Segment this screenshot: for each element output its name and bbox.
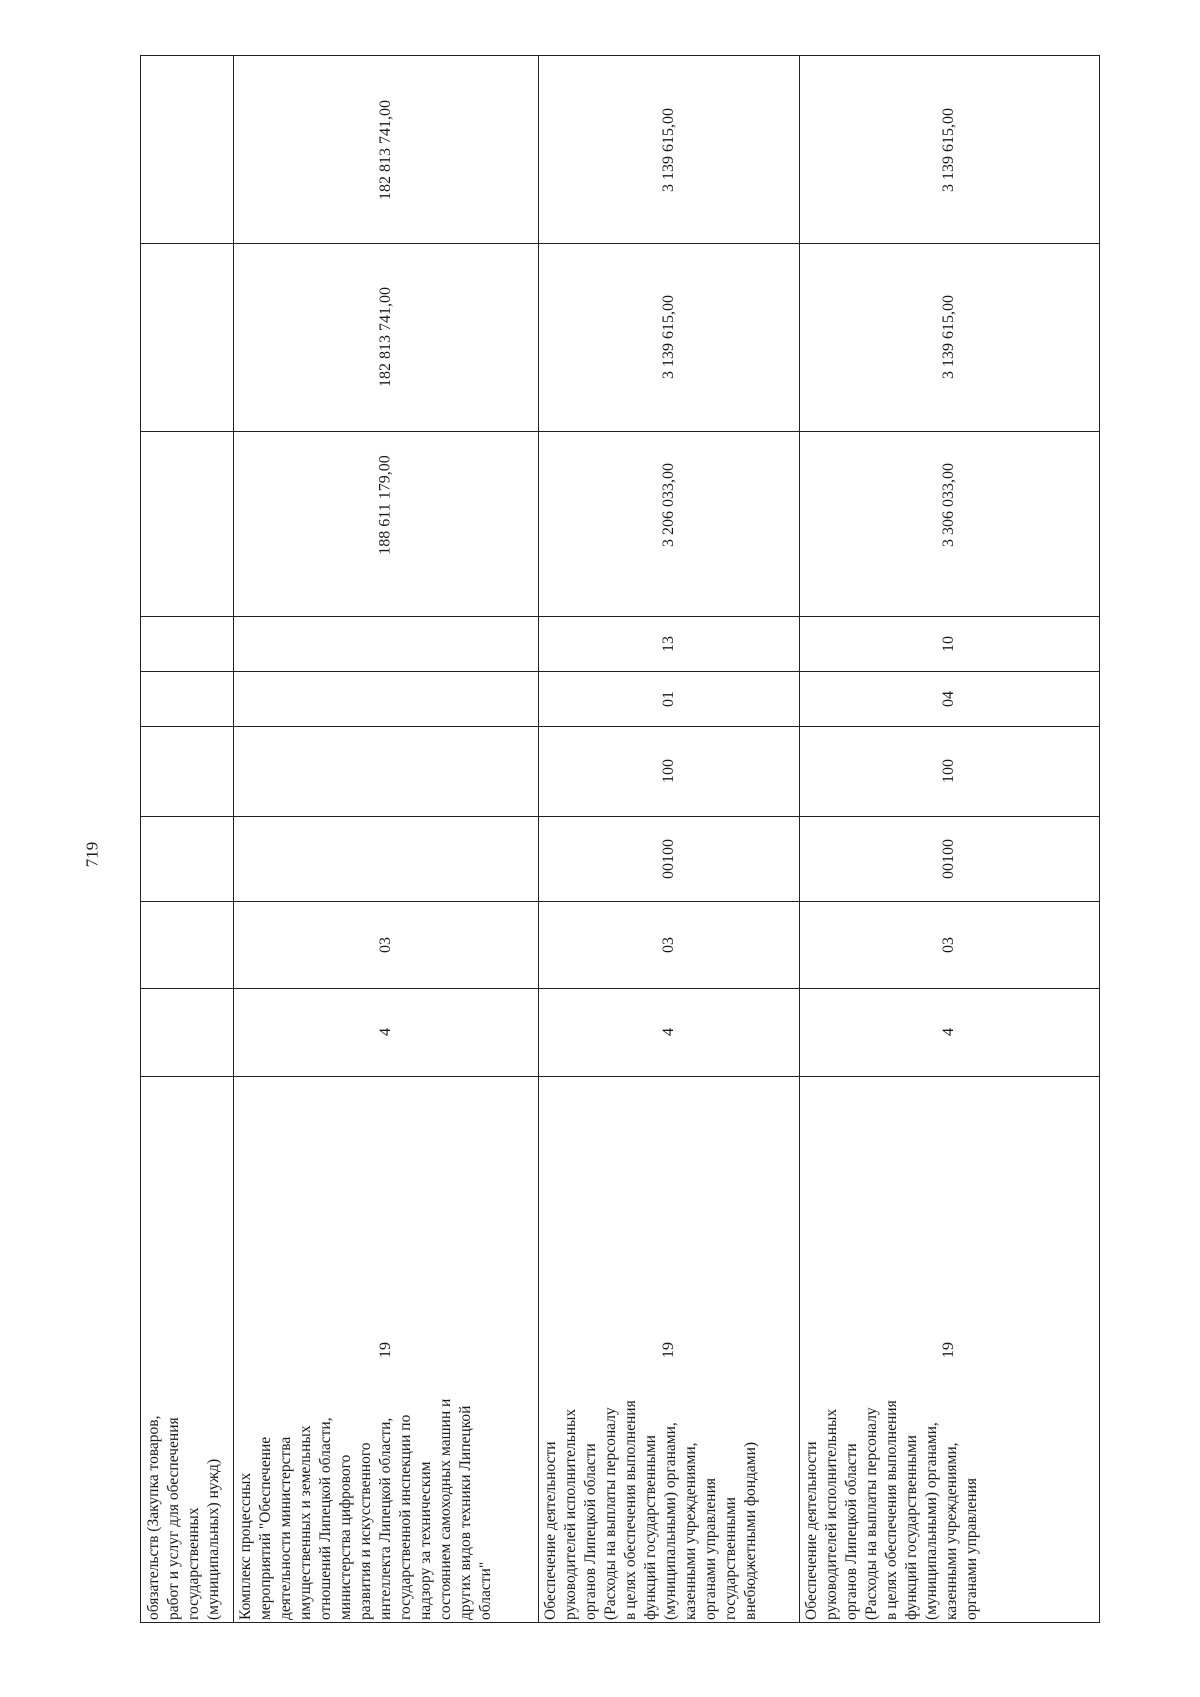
cell-c6: 04 xyxy=(940,690,957,707)
cell-c3: 03 xyxy=(940,936,957,953)
cell-v1: 188 611 179,00 xyxy=(376,455,394,555)
row-name-line: имущественных и земельных xyxy=(297,1425,314,1620)
cell-c1: 19 xyxy=(659,1342,677,1358)
cell-c7: 10 xyxy=(940,635,957,652)
row-name-cell xyxy=(236,1080,496,1620)
cell-v3: 3 139 615,00 xyxy=(659,107,677,192)
cell-c4: 00100 xyxy=(940,838,957,879)
cell-c5: 100 xyxy=(940,759,957,783)
cell-c2: 4 xyxy=(940,1028,957,1036)
column-divider xyxy=(141,431,1099,432)
row-name-line: государственными xyxy=(722,1497,739,1620)
column-divider xyxy=(141,816,1099,817)
row-name-line: в целях обеспечения выполнения xyxy=(883,1400,900,1620)
row-name-line: внебюджетными фондами) xyxy=(742,1441,759,1620)
column-divider xyxy=(141,243,1099,244)
row-name-line: (муниципальными) органами, xyxy=(662,1422,679,1620)
row-name-line: (Расходы на выплаты персоналу xyxy=(602,1407,619,1620)
row-name-line: обязательств (Закупка товаров, xyxy=(145,1415,162,1620)
row-name-line: состоянием самоходных машин и xyxy=(437,1398,454,1620)
row-name-cell xyxy=(541,1080,761,1620)
column-divider xyxy=(141,1076,1099,1077)
row-name-cell xyxy=(144,1080,224,1620)
cell-c1: 19 xyxy=(376,1342,394,1358)
row-name-line: (муниципальными) органами, xyxy=(923,1422,940,1620)
row-name-line: функций государственными xyxy=(903,1435,920,1620)
row-name-line: области" xyxy=(477,1561,494,1620)
cell-c6: 01 xyxy=(659,690,677,707)
row-name-line: государственных xyxy=(185,1507,202,1620)
cell-v2: 3 139 615,00 xyxy=(659,295,677,379)
row-divider xyxy=(233,56,234,1622)
row-name-line: в целях обеспечения выполнения xyxy=(622,1400,639,1620)
column-divider xyxy=(141,901,1099,902)
row-name-line: министерства цифрового xyxy=(337,1454,354,1620)
page-number: 719 xyxy=(82,841,102,868)
cell-v1: 3 306 033,00 xyxy=(940,463,957,547)
row-name-line: руководителей исполнительных xyxy=(823,1408,840,1620)
row-name-line: Комплекс процессных xyxy=(237,1472,254,1620)
cell-v2: 3 139 615,00 xyxy=(940,295,957,379)
row-name-line: работ и услуг для обеспечения xyxy=(165,1417,182,1620)
row-name-line: интеллекта Липецкой области, xyxy=(377,1417,394,1620)
row-name-line: Обеспечение деятельности xyxy=(542,1441,559,1620)
cell-c3: 03 xyxy=(659,936,677,953)
row-name-line: государственной инспекции по xyxy=(397,1414,414,1620)
row-name-line: отношений Липецкой области, xyxy=(317,1417,334,1620)
row-name-line: органов Липецкой области xyxy=(843,1443,860,1620)
cell-c3: 03 xyxy=(376,936,394,953)
cell-c5: 100 xyxy=(659,759,677,783)
cell-c1: 19 xyxy=(940,1342,957,1358)
row-name-line: деятельности министерства xyxy=(277,1436,294,1620)
row-name-line: Обеспечение деятельности xyxy=(803,1441,820,1620)
row-divider xyxy=(799,56,800,1622)
column-divider xyxy=(141,671,1099,672)
column-divider xyxy=(141,988,1099,989)
row-name-line: мероприятий "Обеспечение xyxy=(257,1436,274,1620)
cell-v2: 182 813 741,00 xyxy=(376,287,394,387)
cell-v3: 182 813 741,00 xyxy=(376,99,394,200)
budget-table xyxy=(140,55,1100,1623)
row-name-line: органами управления xyxy=(963,1477,980,1620)
column-divider xyxy=(141,726,1099,727)
column-divider xyxy=(141,616,1099,617)
row-divider xyxy=(538,56,539,1622)
row-name-line: казенными учреждениями, xyxy=(682,1442,699,1620)
cell-v1: 3 206 033,00 xyxy=(659,463,677,547)
row-name-line: других видов техники Липецкой xyxy=(457,1405,474,1620)
row-name-line: функций государственными xyxy=(642,1435,659,1620)
row-name-line: развития и искусственного xyxy=(357,1442,374,1620)
cell-c2: 4 xyxy=(659,1028,677,1036)
cell-c2: 4 xyxy=(376,1028,394,1036)
cell-c4: 00100 xyxy=(659,838,677,879)
row-name-line: руководителей исполнительных xyxy=(562,1408,579,1620)
row-name-line: (Расходы на выплаты персоналу xyxy=(863,1407,880,1620)
cell-c7: 13 xyxy=(659,635,677,652)
row-name-line: органов Липецкой области xyxy=(582,1443,599,1620)
row-name-line: казенными учреждениями, xyxy=(943,1442,960,1620)
cell-v3: 3 139 615,00 xyxy=(940,107,957,192)
row-name-line: органами управления xyxy=(702,1477,719,1620)
row-name-line: надзору за техническим xyxy=(417,1461,434,1620)
row-name-line: (муниципальных) нужд) xyxy=(205,1458,222,1620)
